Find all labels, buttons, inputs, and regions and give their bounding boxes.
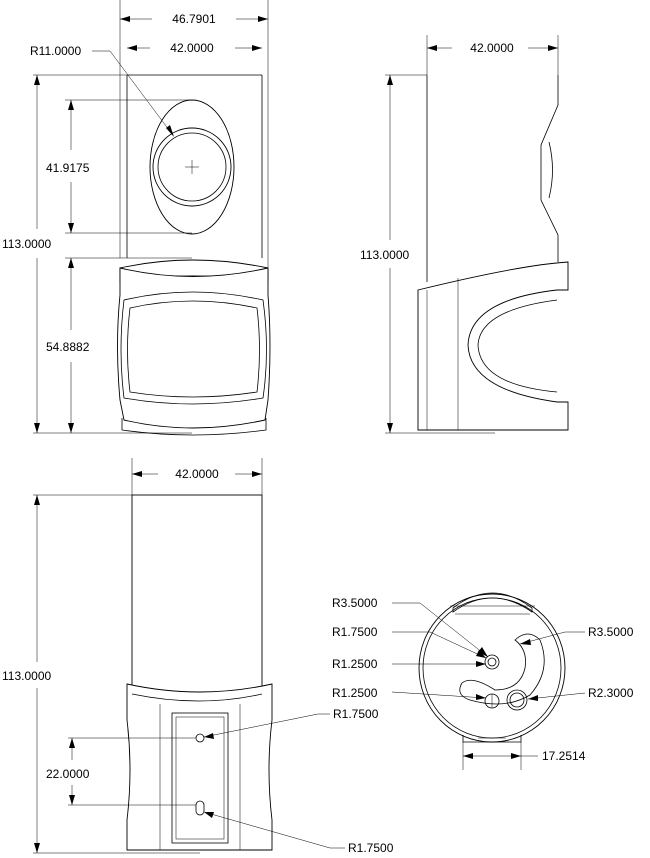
dim-back-body-width: 42.0000 bbox=[175, 467, 219, 481]
bottom-outer bbox=[419, 594, 565, 742]
dim-bottom-lower-hole-radius: R1.2500 bbox=[332, 686, 378, 700]
dim-back-hole-spacing: 22.0000 bbox=[46, 767, 90, 781]
front-view bbox=[2, 0, 270, 435]
side-upper-body bbox=[427, 75, 558, 282]
dim-bottom-slot-end-radius: R3.5000 bbox=[588, 625, 634, 639]
dim-bottom-center-radius-a: R1.7500 bbox=[332, 625, 378, 639]
dim-front-body-width: 42.0000 bbox=[170, 41, 214, 55]
dim-front-overall-width: 46.7901 bbox=[172, 12, 216, 26]
bottom-view bbox=[332, 593, 634, 770]
side-base-curve-inner bbox=[478, 300, 557, 392]
dim-front-oval-height: 41.9175 bbox=[46, 161, 90, 175]
dim-side-overall-height: 113.0000 bbox=[360, 248, 410, 262]
dim-back-hole-upper-radius: R1.7500 bbox=[333, 707, 379, 721]
dim-bottom-large-hole-radius: R2.3000 bbox=[588, 686, 634, 700]
dim-front-overall-height: 113.0000 bbox=[2, 237, 52, 251]
dim-front-base-height: 54.8882 bbox=[46, 340, 90, 354]
side-view bbox=[360, 35, 568, 433]
dim-side-body-width: 42.0000 bbox=[470, 41, 514, 55]
dim-bottom-foot-width: 17.2514 bbox=[542, 749, 586, 763]
dim-back-overall-height: 113.0000 bbox=[2, 669, 52, 683]
back-upper-body bbox=[132, 495, 262, 695]
dim-bottom-outer-radius-left: R3.5000 bbox=[332, 596, 378, 610]
side-bulge bbox=[549, 142, 553, 198]
dim-bottom-center-radius-b: R1.2500 bbox=[332, 657, 378, 671]
dim-front-oval-radius: R11.0000 bbox=[30, 44, 82, 58]
dim-back-hole-lower-radius: R1.7500 bbox=[348, 841, 394, 855]
side-base bbox=[418, 262, 568, 430]
